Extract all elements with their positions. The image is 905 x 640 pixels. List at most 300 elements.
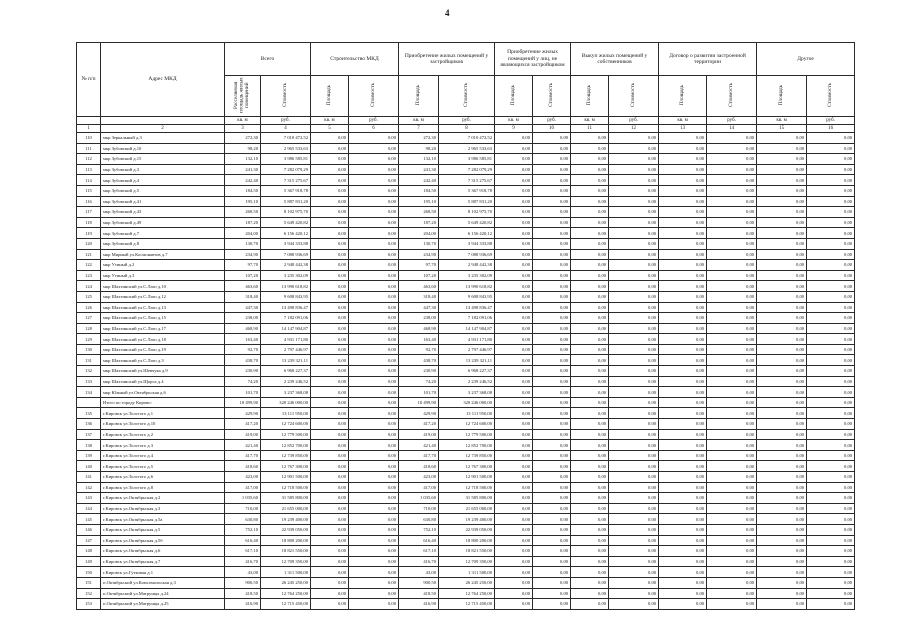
table-row [77,334,855,345]
row-territory-cost: 0,00 [707,207,757,218]
row-address: г.Кировск ул.Гутковая д.1 [101,567,225,578]
row-address: мкр Зубовский д.41 [101,196,225,207]
table-row [77,344,855,355]
row-construction-area: 0,00 [311,472,349,483]
row-buyout-cost: 0,00 [609,260,659,271]
row-other-area: 0,00 [757,217,807,228]
subheader-cell: Площадь [311,76,349,117]
row-buyout-area: 0,00 [571,546,609,557]
row-buyout-area: 0,00 [571,599,609,610]
row-territory-area: 0,00 [659,567,707,578]
row-territory-area: 0,00 [659,281,707,292]
row-other-cost: 0,00 [807,334,855,345]
row-nondev-area: 0,00 [495,260,533,271]
table-row [77,175,855,186]
row-total-area: 617,10 [225,546,261,557]
row-number: 123 [77,270,101,281]
row-construction-cost: 0,00 [349,217,399,228]
row-construction-cost: 0,00 [349,493,399,504]
row-territory-cost: 0,00 [707,429,757,440]
row-address: мкр Зубовский д.5 [101,185,225,196]
row-construction-cost: 0,00 [349,323,399,334]
row-number: 112 [77,154,101,165]
row-construction-area: 0,00 [311,217,349,228]
row-nondev-area: 0,00 [495,185,533,196]
row-other-cost: 0,00 [807,440,855,451]
column-index-cell: 7 [399,125,439,133]
row-territory-area: 0,00 [659,302,707,313]
row-total-cost: 14 147 904,87 [261,323,311,334]
row-construction-area: 0,00 [311,450,349,461]
group-header-total: Всего [225,43,311,76]
row-nondev-area: 0,00 [495,175,533,186]
row-other-area: 0,00 [757,196,807,207]
row-territory-area: 0,00 [659,588,707,599]
row-buyout-cost: 0,00 [609,493,659,504]
page-number: 4 [445,8,450,18]
row-address: мкр Зубовский д.3 [101,164,225,175]
row-buyout-area: 0,00 [571,493,609,504]
table-row [77,514,855,525]
table-row [77,482,855,493]
row-purchase-area: 74,20 [399,376,439,387]
row-nondev-cost: 0,00 [533,334,571,345]
row-territory-area: 0,00 [659,376,707,387]
row-other-area: 0,00 [757,493,807,504]
row-nondev-cost: 0,00 [533,535,571,546]
row-total-area: 241,30 [225,164,261,175]
col-header-num: № п/п [77,43,101,117]
row-territory-cost: 0,00 [707,577,757,588]
row-other-cost: 0,00 [807,270,855,281]
row-territory-cost: 0,00 [707,323,757,334]
row-nondev-cost: 0,00 [533,546,571,557]
row-territory-cost: 0,00 [707,154,757,165]
row-territory-area: 0,00 [659,387,707,398]
row-total-area: 234,90 [225,249,261,260]
table-row [77,217,855,228]
unit-cell: руб. [807,117,855,125]
row-construction-cost: 0,00 [349,238,399,249]
subheader-cell: Стоимость [807,76,855,117]
row-construction-cost: 0,00 [349,164,399,175]
row-territory-area: 0,00 [659,397,707,408]
row-nondev-cost: 0,00 [533,482,571,493]
row-territory-area: 0,00 [659,577,707,588]
row-territory-area: 0,00 [659,323,707,334]
row-buyout-cost: 0,00 [609,270,659,281]
row-construction-cost: 0,00 [349,397,399,408]
row-territory-area: 0,00 [659,154,707,165]
row-construction-area: 0,00 [311,260,349,271]
group-header-purchase-non-developers: Приобретение жилых помещений у лиц, не являющихся застройщиком [495,43,571,76]
subheader-cell: Площадь [659,76,707,117]
row-nondev-area: 0,00 [495,154,533,165]
row-construction-cost: 0,00 [349,281,399,292]
row-nondev-area: 0,00 [495,493,533,504]
row-territory-area: 0,00 [659,440,707,451]
table-row [77,323,855,334]
row-other-area: 0,00 [757,450,807,461]
row-other-cost: 0,00 [807,249,855,260]
column-index-cell: 12 [609,125,659,133]
row-territory-cost: 0,00 [707,164,757,175]
row-address: мкр Южный ул.Октябрьская д.6 [101,387,225,398]
row-purchase-cost: 3 944 333,88 [439,238,495,249]
row-territory-cost: 0,00 [707,228,757,239]
row-construction-cost: 0,00 [349,302,399,313]
row-purchase-area: 630,80 [399,514,439,525]
row-nondev-cost: 0,00 [533,291,571,302]
row-total-area: 238,00 [225,313,261,324]
row-buyout-cost: 0,00 [609,546,659,557]
row-buyout-cost: 0,00 [609,355,659,366]
row-construction-area: 0,00 [311,556,349,567]
row-nondev-area: 0,00 [495,164,533,175]
row-construction-area: 0,00 [311,408,349,419]
row-nondev-area: 0,00 [495,291,533,302]
column-index-cell: 2 [101,125,225,133]
row-territory-area: 0,00 [659,175,707,186]
row-buyout-cost: 0,00 [609,196,659,207]
row-buyout-area: 0,00 [571,281,609,292]
row-buyout-area: 0,00 [571,175,609,186]
row-construction-cost: 0,00 [349,503,399,514]
row-address: мкр Мирный ул.Космонавтов д.7 [101,249,225,260]
row-purchase-area: 272,30 [399,133,439,144]
row-buyout-area: 0,00 [571,291,609,302]
row-address: мкр Шахтинский ул.С.Лазо д.10 [101,281,225,292]
row-territory-area: 0,00 [659,196,707,207]
unit-cell: руб. [261,117,311,125]
row-other-cost: 0,00 [807,344,855,355]
row-nondev-cost: 0,00 [533,313,571,324]
row-other-cost: 0,00 [807,366,855,377]
row-purchase-cost: 18 800 200,00 [439,535,495,546]
row-territory-cost: 0,00 [707,387,757,398]
row-total-cost: 3 986 585,81 [261,154,311,165]
row-purchase-area: 421,40 [399,440,439,451]
row-nondev-area: 0,00 [495,249,533,260]
row-nondev-cost: 0,00 [533,228,571,239]
row-total-area: 447,30 [225,302,261,313]
row-number: 148 [77,546,101,557]
row-address: г.Кировск ул.Толстого д.2 [101,429,225,440]
row-purchase-area: 900,50 [399,577,439,588]
row-other-cost: 0,00 [807,588,855,599]
row-purchase-area: 438,70 [399,355,439,366]
row-total-cost: 320 246 000,00 [261,397,311,408]
row-buyout-area: 0,00 [571,524,609,535]
row-purchase-cost: 1 311 500,00 [439,567,495,578]
row-buyout-cost: 0,00 [609,376,659,387]
row-buyout-cost: 0,00 [609,175,659,186]
row-total-area: 184,50 [225,185,261,196]
row-nondev-cost: 0,00 [533,366,571,377]
unit-cell: кв. м [399,117,439,125]
row-construction-area: 0,00 [311,133,349,144]
row-other-cost: 0,00 [807,154,855,165]
table-row [77,207,855,218]
row-construction-cost: 0,00 [349,419,399,430]
row-other-area: 0,00 [757,238,807,249]
row-buyout-cost: 0,00 [609,440,659,451]
table-row [77,461,855,472]
row-buyout-area: 0,00 [571,472,609,483]
row-construction-area: 0,00 [311,376,349,387]
row-nondev-area: 0,00 [495,535,533,546]
row-address: г.Кировск ул.Октябрьская д.5 [101,524,225,535]
row-total-cost: 12 901 500,00 [261,472,311,483]
row-territory-cost: 0,00 [707,599,757,610]
row-territory-cost: 0,00 [707,366,757,377]
row-construction-cost: 0,00 [349,556,399,567]
row-other-area: 0,00 [757,546,807,557]
row-buyout-area: 0,00 [571,450,609,461]
row-buyout-area: 0,00 [571,567,609,578]
row-construction-cost: 0,00 [349,133,399,144]
row-nondev-area: 0,00 [495,397,533,408]
row-purchase-area: 417,70 [399,450,439,461]
row-nondev-cost: 0,00 [533,419,571,430]
row-total-cost: 12 718 500,00 [261,482,311,493]
subheader-cell: Площадь [495,76,533,117]
row-construction-cost: 0,00 [349,514,399,525]
row-total-cost: 6 968 227,37 [261,366,311,377]
row-construction-cost: 0,00 [349,313,399,324]
row-other-cost: 0,00 [807,461,855,472]
row-nondev-area: 0,00 [495,323,533,334]
col-header-address: Адрес МКД [101,43,225,117]
row-construction-area: 0,00 [311,185,349,196]
row-construction-area: 0,00 [311,366,349,377]
row-construction-cost: 0,00 [349,387,399,398]
row-nondev-area: 0,00 [495,207,533,218]
row-territory-cost: 0,00 [707,185,757,196]
row-purchase-area: 238,00 [399,313,439,324]
row-purchase-cost: 14 147 904,87 [439,323,495,334]
row-other-area: 0,00 [757,366,807,377]
row-buyout-area: 0,00 [571,207,609,218]
row-purchase-cost: 19 239 400,00 [439,514,495,525]
row-buyout-cost: 0,00 [609,535,659,546]
row-purchase-area: 242,40 [399,175,439,186]
row-territory-area: 0,00 [659,238,707,249]
row-total-cost: 12 852 700,00 [261,440,311,451]
row-nondev-cost: 0,00 [533,524,571,535]
table-body [77,133,855,610]
row-other-area: 0,00 [757,567,807,578]
row-territory-area: 0,00 [659,334,707,345]
table-row [77,503,855,514]
row-construction-area: 0,00 [311,387,349,398]
table-row [77,577,855,588]
row-territory-area: 0,00 [659,450,707,461]
table-row [77,493,855,504]
row-purchase-cost: 7 282 079,29 [439,164,495,175]
row-other-area: 0,00 [757,281,807,292]
row-purchase-area: 416,90 [399,599,439,610]
row-purchase-cost: 13 498 836,47 [439,302,495,313]
row-purchase-cost: 7 010 472,52 [439,133,495,144]
row-address: мкр Зубовский д.49 [101,217,225,228]
row-other-cost: 0,00 [807,429,855,440]
row-nondev-cost: 0,00 [533,270,571,281]
row-territory-area: 0,00 [659,207,707,218]
row-construction-area: 0,00 [311,461,349,472]
row-other-area: 0,00 [757,249,807,260]
row-total-cost: 26 245 250,00 [261,577,311,588]
row-construction-cost: 0,00 [349,567,399,578]
row-nondev-cost: 0,00 [533,450,571,461]
row-other-area: 0,00 [757,397,807,408]
row-nondev-cost: 0,00 [533,196,571,207]
row-other-cost: 0,00 [807,567,855,578]
unit-cell: кв. м [571,117,609,125]
unit-cell: кв. м [225,117,261,125]
row-construction-cost: 0,00 [349,440,399,451]
row-territory-area: 0,00 [659,164,707,175]
row-territory-area: 0,00 [659,556,707,567]
row-address: мкр Зубовский д.15 [101,154,225,165]
row-purchase-cost: 9 608 843,95 [439,291,495,302]
subheader-cell: Стоимость [349,76,399,117]
row-territory-cost: 0,00 [707,238,757,249]
row-territory-cost: 0,00 [707,217,757,228]
row-other-cost: 0,00 [807,577,855,588]
row-territory-area: 0,00 [659,217,707,228]
row-nondev-cost: 0,00 [533,260,571,271]
unit-cell: кв. м [757,117,807,125]
row-territory-cost: 0,00 [707,270,757,281]
row-buyout-area: 0,00 [571,556,609,567]
column-index-cell: 6 [349,125,399,133]
table-row [77,302,855,313]
row-purchase-cost: 18 821 550,00 [439,546,495,557]
row-nondev-cost: 0,00 [533,514,571,525]
row-territory-area: 0,00 [659,546,707,557]
row-buyout-cost: 0,00 [609,143,659,154]
subheader-cell: Расселяемая площадь жилых помещений [225,76,261,117]
table-row [77,599,855,610]
row-buyout-cost: 0,00 [609,599,659,610]
row-other-cost: 0,00 [807,387,855,398]
row-construction-area: 0,00 [311,577,349,588]
row-buyout-area: 0,00 [571,228,609,239]
row-construction-area: 0,00 [311,344,349,355]
row-construction-area: 0,00 [311,397,349,408]
row-number: 117 [77,207,101,218]
resettlement-table-sheet [76,42,854,610]
row-address: мкр Зубовский д.4 [101,175,225,186]
row-purchase-cost: 12 709 350,00 [439,556,495,567]
row-number: 126 [77,302,101,313]
row-construction-cost: 0,00 [349,185,399,196]
row-nondev-area: 0,00 [495,238,533,249]
row-address: г.Кировск ул.Октябрьская д.6 [101,546,225,557]
column-index-cell: 5 [311,125,349,133]
row-purchase-cost: 2 948 442,38 [439,260,495,271]
row-total-area: 616,40 [225,535,261,546]
table-row [77,249,855,260]
row-construction-cost: 0,00 [349,450,399,461]
row-construction-area: 0,00 [311,238,349,249]
row-other-cost: 0,00 [807,546,855,557]
row-buyout-cost: 0,00 [609,472,659,483]
column-index-cell: 16 [807,125,855,133]
row-purchase-cost: 12 764 250,00 [439,588,495,599]
row-number: 120 [77,238,101,249]
row-buyout-area: 0,00 [571,334,609,345]
row-other-area: 0,00 [757,228,807,239]
row-nondev-cost: 0,00 [533,238,571,249]
row-total-area: 43,00 [225,567,261,578]
row-construction-area: 0,00 [311,270,349,281]
row-purchase-area: 163,40 [399,334,439,345]
row-purchase-cost: 12 779 500,00 [439,429,495,440]
row-construction-cost: 0,00 [349,344,399,355]
row-purchase-cost: 320 246 000,00 [439,397,495,408]
row-nondev-area: 0,00 [495,599,533,610]
row-nondev-cost: 0,00 [533,408,571,419]
row-nondev-cost: 0,00 [533,164,571,175]
row-nondev-cost: 0,00 [533,472,571,483]
row-buyout-cost: 0,00 [609,228,659,239]
row-construction-cost: 0,00 [349,429,399,440]
row-other-cost: 0,00 [807,291,855,302]
row-total-cost: 3 944 333,88 [261,238,311,249]
row-other-cost: 0,00 [807,323,855,334]
row-address: г.Кировск ул.Октябрьская д.7 [101,556,225,567]
row-other-area: 0,00 [757,408,807,419]
row-number: 135 [77,408,101,419]
row-territory-cost: 0,00 [707,376,757,387]
row-construction-cost: 0,00 [349,175,399,186]
row-total-cost: 4 931 171,80 [261,334,311,345]
row-number: 133 [77,376,101,387]
row-nondev-area: 0,00 [495,482,533,493]
row-territory-cost: 0,00 [707,567,757,578]
row-territory-cost: 0,00 [707,355,757,366]
row-territory-cost: 0,00 [707,408,757,419]
row-number: 118 [77,217,101,228]
table-row [77,154,855,165]
row-territory-cost: 0,00 [707,461,757,472]
row-territory-area: 0,00 [659,408,707,419]
row-territory-area: 0,00 [659,482,707,493]
row-territory-area: 0,00 [659,291,707,302]
unit-cell: кв. м [659,117,707,125]
row-purchase-cost: 6 156 420,12 [439,228,495,239]
row-buyout-cost: 0,00 [609,397,659,408]
row-territory-area: 0,00 [659,472,707,483]
row-construction-area: 0,00 [311,207,349,218]
row-address: мкр Шахтинский ул.С.Лазо д.17 [101,323,225,334]
row-other-area: 0,00 [757,461,807,472]
column-index-cell: 15 [757,125,807,133]
row-buyout-cost: 0,00 [609,514,659,525]
row-total-area: 900,50 [225,577,261,588]
row-nondev-cost: 0,00 [533,493,571,504]
row-nondev-cost: 0,00 [533,397,571,408]
row-other-cost: 0,00 [807,450,855,461]
row-buyout-area: 0,00 [571,429,609,440]
row-purchase-cost: 3 237 368,08 [439,387,495,398]
row-construction-cost: 0,00 [349,334,399,345]
row-territory-cost: 0,00 [707,143,757,154]
row-purchase-area: 268,50 [399,207,439,218]
row-purchase-area: 101,70 [399,387,439,398]
